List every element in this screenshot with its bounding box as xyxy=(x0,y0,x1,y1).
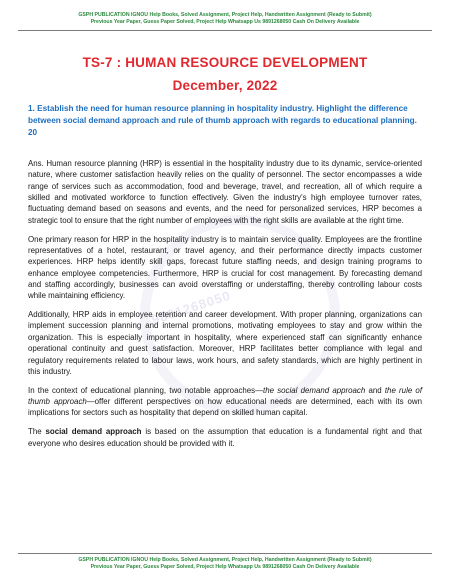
p4-text-c: —offer different perspectives on how educational needs are determined, each with its own implications for sectors such as hospitality that depend on skilled human capital. xyxy=(28,397,422,418)
answer-paragraph-5 xyxy=(28,426,422,449)
header-banner-line-1: GSPH PUBLICATION IGNOU Help Books, Solved Assignment, Project Help, Handwritten Assignment (Ready to Submit) xyxy=(78,12,372,18)
p4-text-b: and xyxy=(365,385,385,395)
answer-body xyxy=(28,158,422,456)
p5-text-a: The xyxy=(28,427,46,437)
p4-text-a: In the context of educational planning, two notable approaches— xyxy=(28,385,264,395)
footer-divider xyxy=(18,553,432,554)
p5-strong-social-demand: social demand approach xyxy=(45,427,142,437)
footer-banner-line-2: Previous Year Paper, Guess Paper Solved, Project Help Whatsapp Us 9891268050 Cash On Delivery Available xyxy=(90,564,360,570)
p4-emphasis-social-demand: the social demand approach xyxy=(263,385,366,395)
question-text: 1. Establish the need for human resource planning in hospitality industry. Highlight the difference between social demand approach and rule of thumb approach with regards to educational planning. 20 xyxy=(28,104,417,137)
page-subtitle: December, 2022 xyxy=(172,78,278,93)
page-title: TS-7 : HUMAN RESOURCE DEVELOPMENT xyxy=(82,55,368,70)
footer-banner xyxy=(18,557,432,571)
answer-paragraph-1: Ans. Human resource planning (HRP) is essential in the hospitality industry due to its dynamic, service-oriented nature, where customer satisfaction heavily relies on the quality of personnel. The sector encompasses a wide range of services such as accommodation, food and beverage, travel, and recreation, all of which require a skilled and motivated workforce to function effectively. Given the industry's high employee turnover rates, fluctuating demand based on seasons and events, and the need for personalized services, HRP becomes a strategic tool to ensure that the right number of employees with the right skills are available at the right time. xyxy=(28,159,422,225)
footer-banner-line-1: GSPH PUBLICATION IGNOU Help Books, Solved Assignment, Project Help, Handwritten Assignment (Ready to Submit) xyxy=(78,557,372,563)
answer-paragraph-3: Additionally, HRP aids in employee retention and career development. With proper planning, organizations can implement succession planning and internal promotions, motivating employees to stay and grow within the organization. This is especially important in hospitality, where experienced staff can significantly enhance operational continuity and guest satisfaction. Moreover, HRP facilitates better compliance with legal and regulatory requirements related to labour laws, work hours, and safety standards, which are highly pertinent in this industry. xyxy=(28,310,422,376)
watermark-phone: 9891268050 xyxy=(149,287,233,328)
p4-emphasis-rule-of-thumb: the rule of thumb approach xyxy=(28,385,423,407)
answer-paragraph-2: One primary reason for HRP in the hospitality industry is to maintain service quality. Employees are the frontline representatives of a hotel, restaurant, or travel agency, and their performance directly impacts customer experiences. HRP helps identify skill gaps, forecast future staffing needs, and design training programs to enhance employee competencies. Furthermore, HRP is crucial for cost management. By forecasting demand and staffing accordingly, businesses can avoid overstaffing or understaffing, thereby controlling labour costs while maintaining efficiency. xyxy=(28,234,422,301)
header-banner xyxy=(18,12,432,26)
header-banner-line-2: Previous Year Paper, Guess Paper Solved, Project Help Whatsapp Us 9891268050 Cash On Delivery Available xyxy=(90,19,360,25)
answer-paragraph-4 xyxy=(28,385,422,419)
header-divider xyxy=(18,30,432,31)
p5-text-b: is based on the assumption that education is a fundamental right and that everyone who desires education should be provided with it. xyxy=(28,427,422,448)
